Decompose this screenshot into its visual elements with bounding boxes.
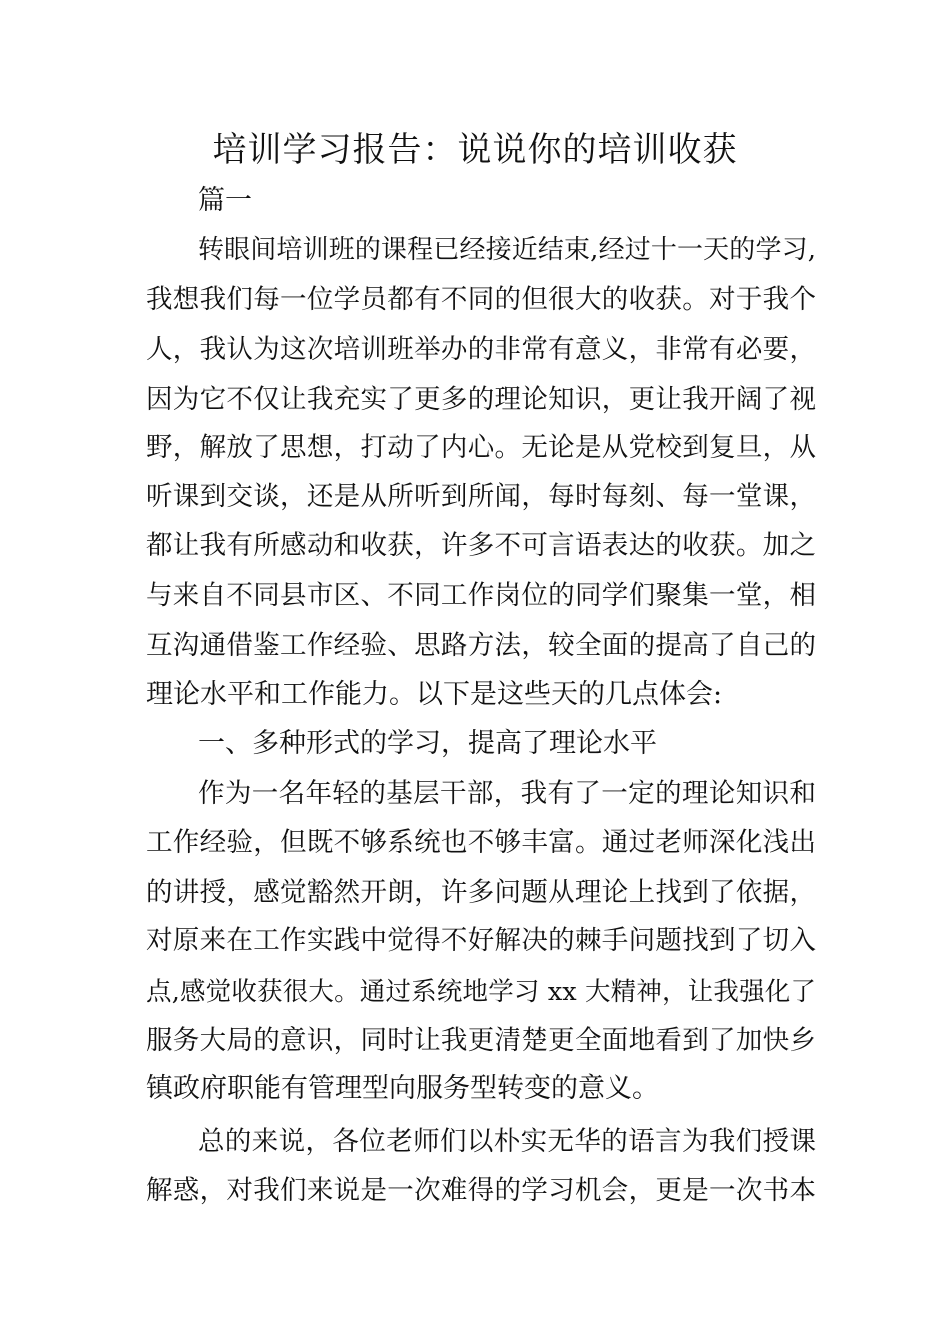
paragraph-line: 与来自不同县市区、不同工作岗位的同学们聚集一堂，相 [146, 580, 816, 611]
paragraph-line: 服务大局的意识，同时让我更清楚更全面地看到了加快乡 [146, 1025, 816, 1056]
paragraph-line: 镇政府职能有管理型向服务型转变的意义。 [146, 1073, 659, 1104]
section-label: 篇一 [198, 185, 252, 216]
paragraph-line: 作为一名年轻的基层干部，我有了一定的理论知识和 [198, 778, 816, 809]
paragraph-line: 听课到交谈，还是从所听到所闻，每时每刻、每一堂课， [146, 481, 816, 512]
paragraph-line: 人，我认为这次培训班举办的非常有意义，非常有必要， [146, 334, 816, 365]
document-title: 培训学习报告：说说你的培训收获 [212, 130, 738, 170]
paragraph-line: 解惑，对我们来说是一次难得的学习机会，更是一次书本 [146, 1175, 816, 1206]
paragraph-line: 野，解放了思想，打动了内心。无论是从党校到复旦，从 [146, 432, 816, 463]
paragraph-line: 都让我有所感动和收获，许多不可言语表达的收获。加之 [146, 530, 816, 561]
paragraph-line: 互沟通借鉴工作经验、思路方法，较全面的提高了自己的 [146, 630, 816, 661]
paragraph-line: 转眼间培训班的课程已经接近结束,经过十一天的学习, [198, 235, 816, 265]
paragraph-line: 对原来在工作实践中觉得不好解决的棘手问题找到了切入 [146, 925, 816, 956]
paragraph-line: 工作经验，但既不够系统也不够丰富。通过老师深化浅出 [146, 827, 816, 858]
section-heading: 一、多种形式的学习，提高了理论水平 [198, 728, 657, 759]
paragraph-line: 我想我们每一位学员都有不同的但很大的收获。对于我个 [146, 284, 816, 315]
paragraph-line: 总的来说，各位老师们以朴实无华的语言为我们授课 [198, 1126, 816, 1157]
paragraph-line: 因为它不仅让我充实了更多的理论知识，更让我开阔了视 [146, 384, 816, 415]
paragraph-line: 理论水平和工作能力。以下是这些天的几点体会: [146, 679, 723, 710]
paragraph-line: 点,感觉收获很大。通过系统地学习 xx 大精神，让我强化了 [146, 977, 816, 1007]
paragraph-line: 的讲授，感觉豁然开朗，许多问题从理论上找到了依据， [146, 877, 816, 908]
